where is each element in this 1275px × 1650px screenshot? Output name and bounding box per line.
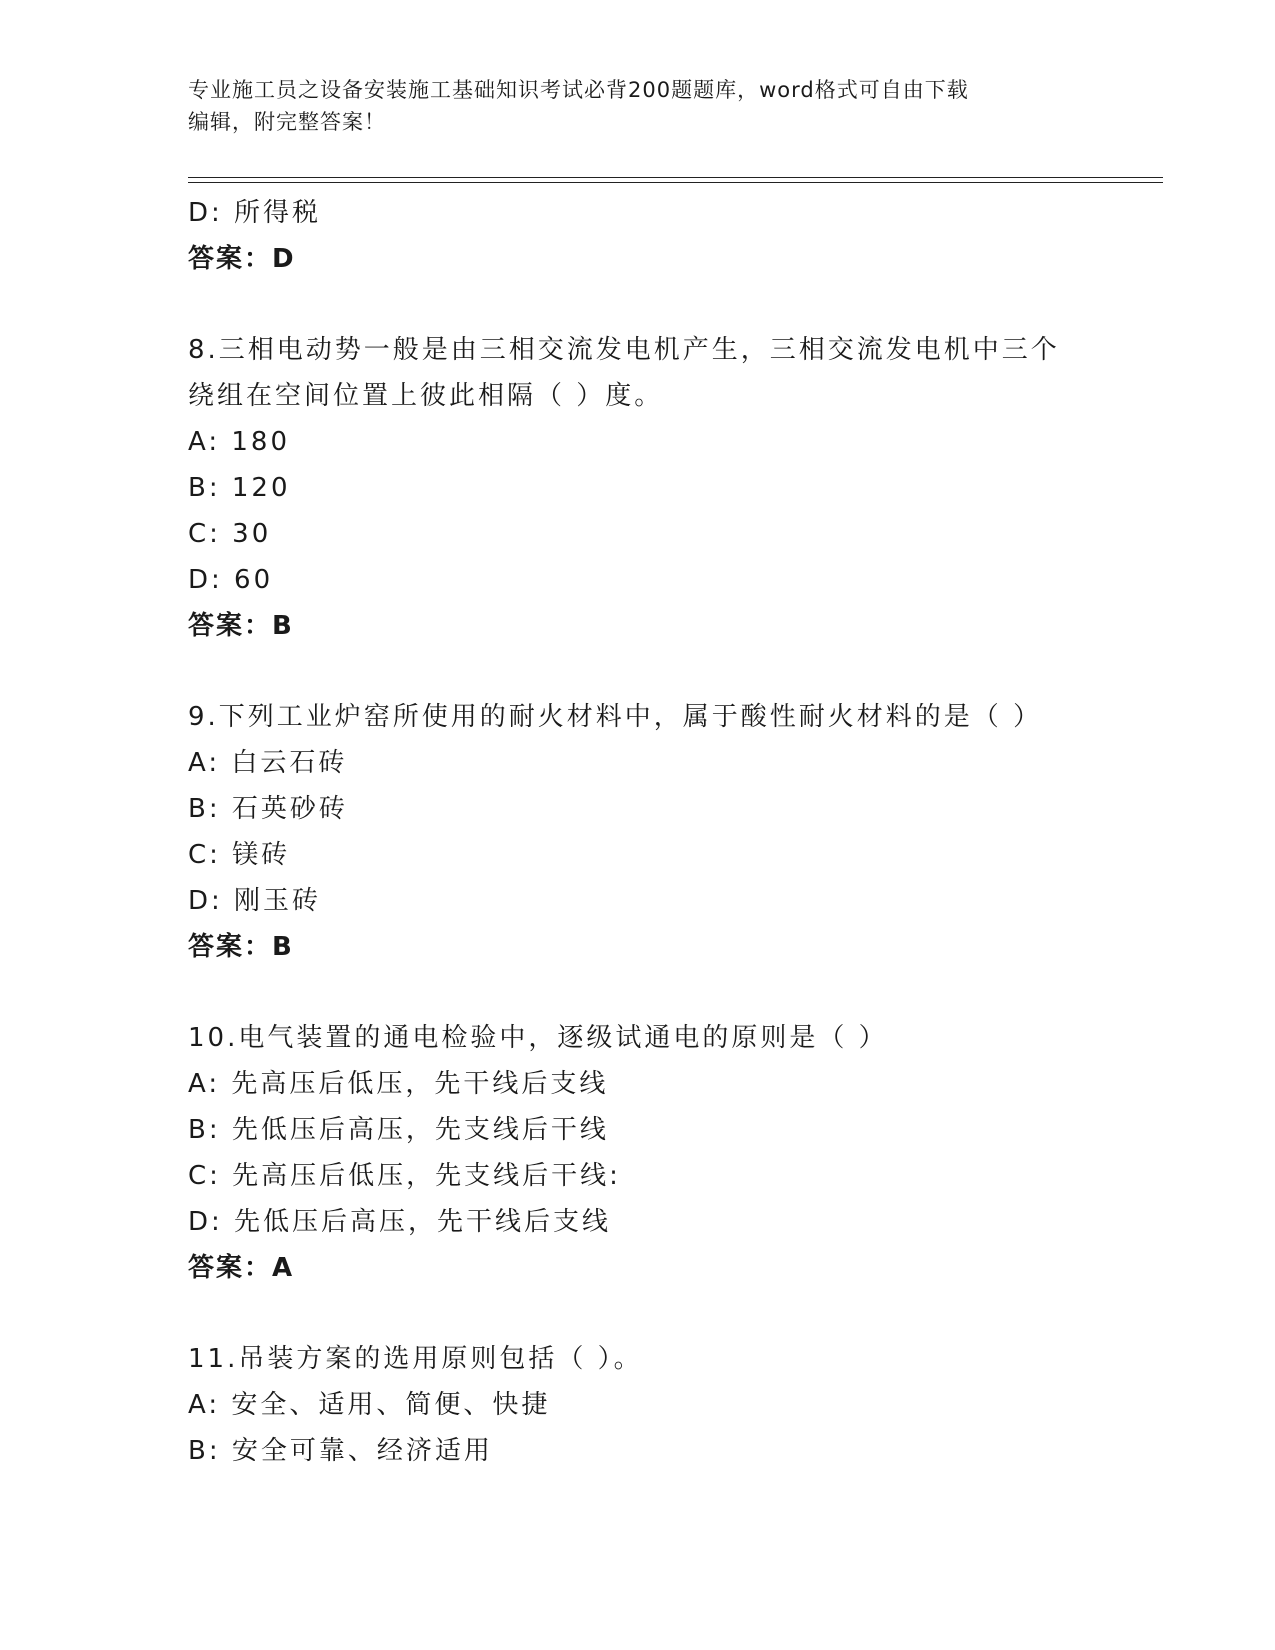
option-b: B: 石英砂砖 — [188, 794, 348, 824]
question-text — [188, 694, 1163, 740]
question-text — [188, 1015, 1163, 1061]
option-a: A: 安全、适用、简便、快捷 — [188, 1390, 551, 1420]
answer-text: 答案：B — [188, 611, 294, 641]
option-a: A: 先高压后低压，先干线后支线 — [188, 1069, 609, 1099]
document-header — [188, 74, 1088, 138]
answer-text: 答案：D — [188, 244, 296, 274]
answer-text: 答案：B — [188, 932, 294, 962]
option-d: D: 刚玉砖 — [188, 886, 322, 916]
option-b: B: 先低压后高压，先支线后干线 — [188, 1115, 609, 1145]
option-b: B: 安全可靠、经济适用 — [188, 1436, 493, 1466]
header-title-line-2: 编辑，附完整答案！ — [188, 110, 386, 134]
question-text — [188, 1336, 1163, 1382]
question-text-line: 8.三相电动势一般是由三相交流发电机产生，三相交流发电机中三个 — [188, 335, 1060, 365]
option-c: C: 先高压后低压，先支线后干线: — [188, 1161, 621, 1191]
option-a: A: 白云石砖 — [188, 748, 348, 778]
option-d: D: 60 — [188, 565, 274, 595]
option-c: C: 30 — [188, 519, 272, 549]
question-text-line: 10.电气装置的通电检验中，逐级试通电的原则是（ ） — [188, 1023, 888, 1053]
header-divider-top — [188, 177, 1163, 178]
question-text-line: 绕组在空间位置上彼此相隔（ ）度。 — [188, 381, 664, 411]
question-block — [188, 327, 1163, 649]
answer-text: 答案：A — [188, 1253, 295, 1283]
option-a: A: 180 — [188, 427, 290, 457]
header-divider-bottom — [188, 182, 1163, 183]
option-d: D: 所得税 — [188, 198, 322, 228]
question-text-line: 11.吊装方案的选用原则包括（ ）。 — [188, 1344, 643, 1374]
option-d: D: 先低压后高压，先干线后支线 — [188, 1207, 612, 1237]
question-block — [188, 694, 1163, 970]
question-text — [188, 327, 1163, 419]
question-text-line: 9.下列工业炉窑所使用的耐火材料中，属于酸性耐火材料的是（ ） — [188, 702, 1043, 732]
question-list — [188, 190, 1163, 1474]
header-title-line-1: 专业施工员之设备安装施工基础知识考试必背200题题库，word格式可自由下载 — [188, 78, 969, 102]
option-c: C: 镁砖 — [188, 840, 291, 870]
question-block — [188, 1336, 1163, 1474]
question-block — [188, 1015, 1163, 1291]
option-b: B: 120 — [188, 473, 291, 503]
